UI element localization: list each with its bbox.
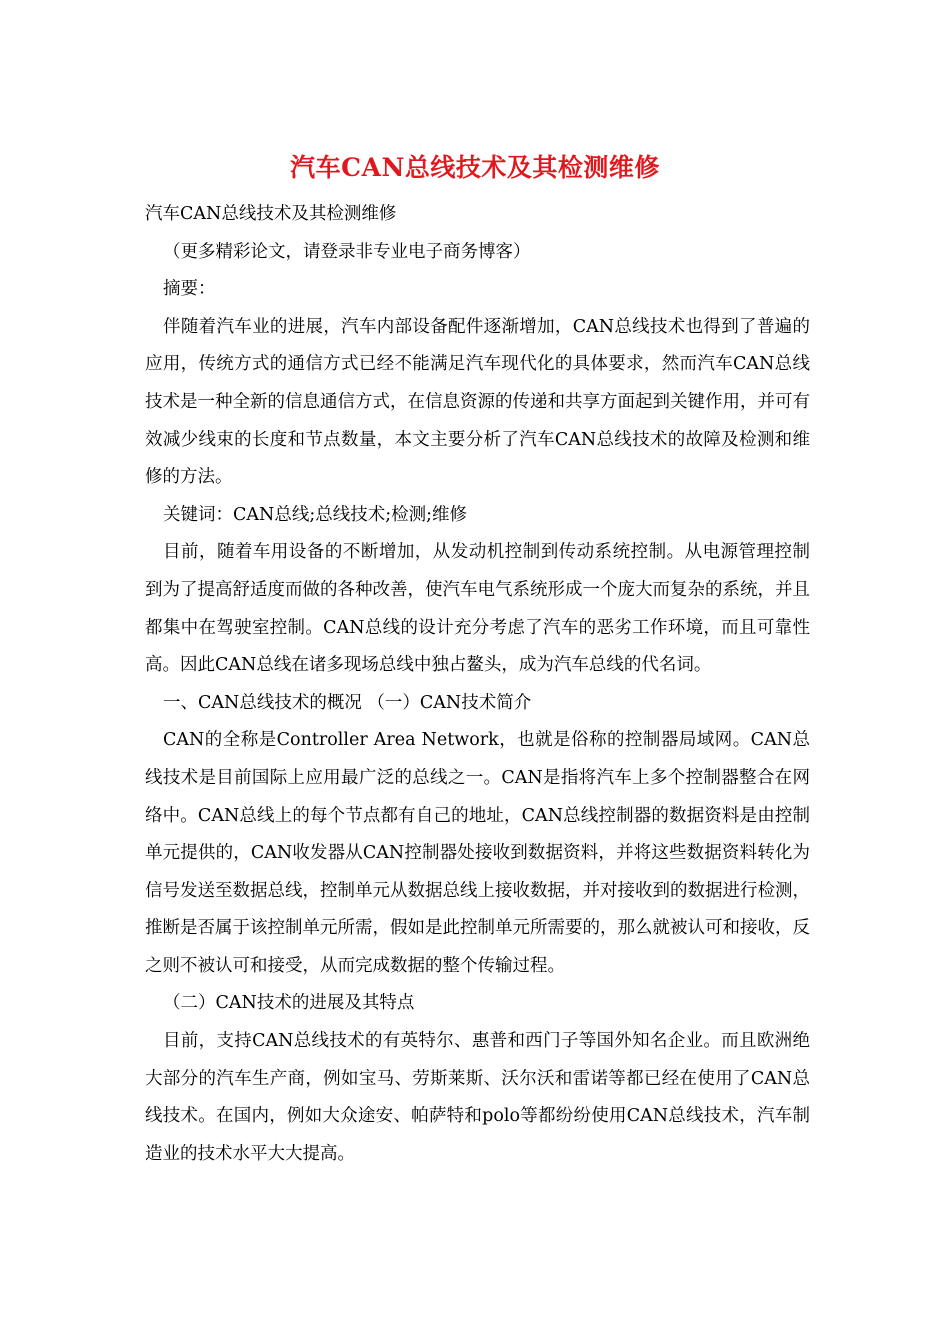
can-overview-paragraph: CAN的全称是Controller Area Network，也就是俗称的控制器局域网。CAN总线技术是目前国际上应用最广泛的总线之一。CAN是指将汽车上多个控制器整合在网络中。CAN总线上的每个节点都有自己的地址，CAN总线控制器的数据资料是由控制单元提供的，CAN收发器从CAN控制器处接收到数据资料，并将这些数据资料转化为信号发送至数据总线，控制单元从数据总线上接收数据，并对接收到的数据进行检测，推断是否属于该控制单元所需，假如是此控制单元所需要的，那么就被认可和接收，反之则不被认可和接受，从而完成数据的整个传输过程。 — [145, 730, 810, 976]
abstract-heading: 摘要： — [163, 279, 216, 300]
document-title: 汽车CAN总线技术及其检测维修 — [290, 153, 660, 182]
abstract-paragraph: 伴随着汽车业的进展，汽车内部设备配件逐渐增加，CAN总线技术也得到了普遍的应用，传统方式的通信方式已经不能满足汽车现代化的具体要求，然而汽车CAN总线技术是一种全新的信息通信方式，在信息资源的传递和共享方面起到关键作用，并可有效减少线束的长度和节点数量，本文主要分析了汽车CAN总线技术的故障及检测和维修的方法。 — [145, 316, 810, 488]
section-heading-2: （二）CAN技术的进展及其特点 — [163, 993, 415, 1014]
subtitle-paragraph: 汽车CAN总线技术及其检测维修 — [145, 204, 397, 224]
note-paragraph: （更多精彩论文，请登录非专业电子商务博客） — [163, 241, 531, 262]
document-body — [145, 196, 810, 1173]
section-heading-1: 一、CAN总线技术的概况 （一）CAN技术简介 — [163, 692, 532, 713]
intro-paragraph: 目前，随着车用设备的不断增加，从发动机控制到传动系统控制。从电源管理控制到为了提高舒适度而做的各种改善，使汽车电气系统形成一个庞大而复杂的系统，并且都集中在驾驶室控制。CAN总线的设计充分考虑了汽车的恶劣工作环境，而且可靠性高。因此CAN总线在诸多现场总线中独占鳌头，成为汽车总线的代名词。 — [145, 542, 810, 676]
can-development-paragraph: 目前，支持CAN总线技术的有英特尔、惠普和西门子等国外知名企业。而且欧洲绝大部分的汽车生产商，例如宝马、劳斯莱斯、沃尔沃和雷诺等都已经在使用了CAN总线技术。在国内，例如大众途安、帕萨特和polo等都纷纷使用CAN总线技术，汽车制造业的技术水平大大提高。 — [145, 1031, 810, 1164]
keywords-paragraph: 关键词：CAN总线;总线技术;检测;维修 — [163, 504, 468, 525]
